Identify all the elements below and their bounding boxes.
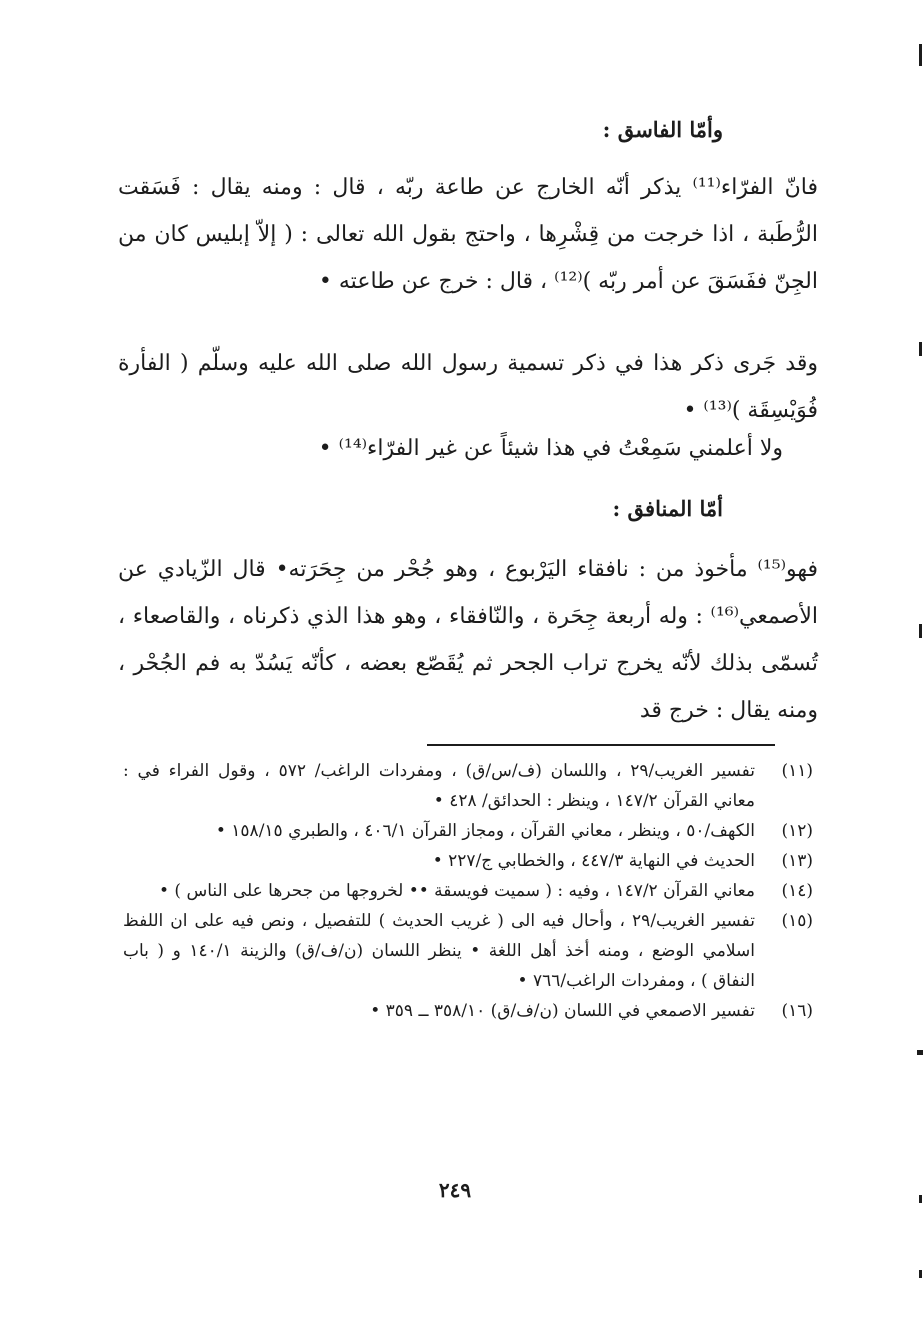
paragraph-farra-note: ولا أعلمني سَمِعْتُ في هذا شيئاً عن غير الفرّاء⁽¹⁴⁾ • [318,436,783,461]
paragraph-munafiq-definition: فهو⁽¹⁵⁾ مأخوذ من : نافقاء اليَرْبوع ، وهو جُحْر من جِحَرَته• قال الزّيادي عن الأصمعي⁽¹⁶⁾ : وله أربعة جِحَرة ، والنّافقاء ، وهو هذا الذي ذكرناه ، والقاصعاء ، تُسمّى بذلك لأنّه يخرج تراب الجحر ثم يُقَصّع بعضه ، كأنّه يَسُدّ به فم الجُحْر ، ومنه يقال : خرج قد [118,557,818,723]
footnote-item [123,876,813,906]
footnote-number: (١٤) [781,881,813,901]
footnote-item [123,756,813,816]
footnote-item [123,816,813,846]
footnote-text: الحديث في النهاية ٤٤٧/٣ ، والخطابي ج/٢٢٧ • [432,851,755,871]
footnote-text: الكهف/٥٠ ، وينظر ، معاني القرآن ، ومجاز القرآن ٤٠٦/١ ، والطبري ١٥٨/١٥ • [215,821,755,841]
scan-edge-mark [919,1270,922,1278]
scan-edge-mark [917,1050,923,1055]
section-heading-munafiq: أمّا المنافق : [612,496,723,521]
footnote-text: تفسير الاصمعي في اللسان (ن/ف/ق) ٣٥٨/١٠ ــ ٣٥٩ • [370,1001,755,1021]
scan-edge-mark [919,624,922,638]
footnote-number: (١١) [781,761,813,781]
scan-edge-mark [919,44,922,66]
footnote-number: (١٥) [781,911,813,931]
footnote-number: (١٣) [781,851,813,871]
paragraph-fasiq-definition: فانّ الفرّاء⁽¹¹⁾ يذكر أنّه الخارج عن طاعة ربّه ، قال : ومنه يقال : فَسَقت الرُّطَبة ، اذا خرجت من قِشْرِها ، واحتج بقول الله تعالى : ( إلاّ إبليس كان من الجِنّ ففَسَقَ عن أمر ربّه )⁽¹²⁾ ، قال : خرج عن طاعته • [118,175,818,294]
footnote-divider [427,744,775,746]
footnote-text: معاني القرآن ١٤٧/٢ ، وفيه : ( سميت فويسقة •• لخروجها من جحرها على الناس ) • [159,881,755,901]
footnote-item [123,906,813,996]
footnotes-list [123,756,813,1026]
footnote-text: تفسير الغريب/٢٩ ، وأحال فيه الى ( غريب الحديث ) للتفصيل ، ونص فيه على ان اللفظ اسلامي الوضع ، ومنه أخذ أهل اللغة • ينظر اللسان (ن/ف/ق) والزينة ١٤٠/١ و ( باب النفاق ) ، ومفردات الراغب/٧٦٦ • [123,911,755,991]
footnote-number: (١٢) [781,821,813,841]
paragraph-hadith-mention: وقد جَرى ذكر هذا في ذكر تسمية رسول الله صلى الله عليه وسلّم ( الفأرة فُوَيْسِقَة )⁽¹³⁾ • [118,351,818,423]
footnote-text: تفسير الغريب/٢٩ ، واللسان (ف/س/ق) ، ومفردات الراغب/ ٥٧٢ ، وقول الفراء في : معاني القرآن ١٤٧/٢ ، وينظر : الحدائق/ ٤٢٨ • [123,761,755,811]
page-number: ٢٤٩ [438,1178,472,1202]
footnote-item [123,996,813,1026]
footnote-item [123,846,813,876]
section-heading-fasiq: وأمّا الفاسق : [602,117,723,142]
footnote-number: (١٦) [781,1001,813,1021]
scan-edge-mark [919,342,922,356]
scan-edge-mark [919,1195,922,1203]
